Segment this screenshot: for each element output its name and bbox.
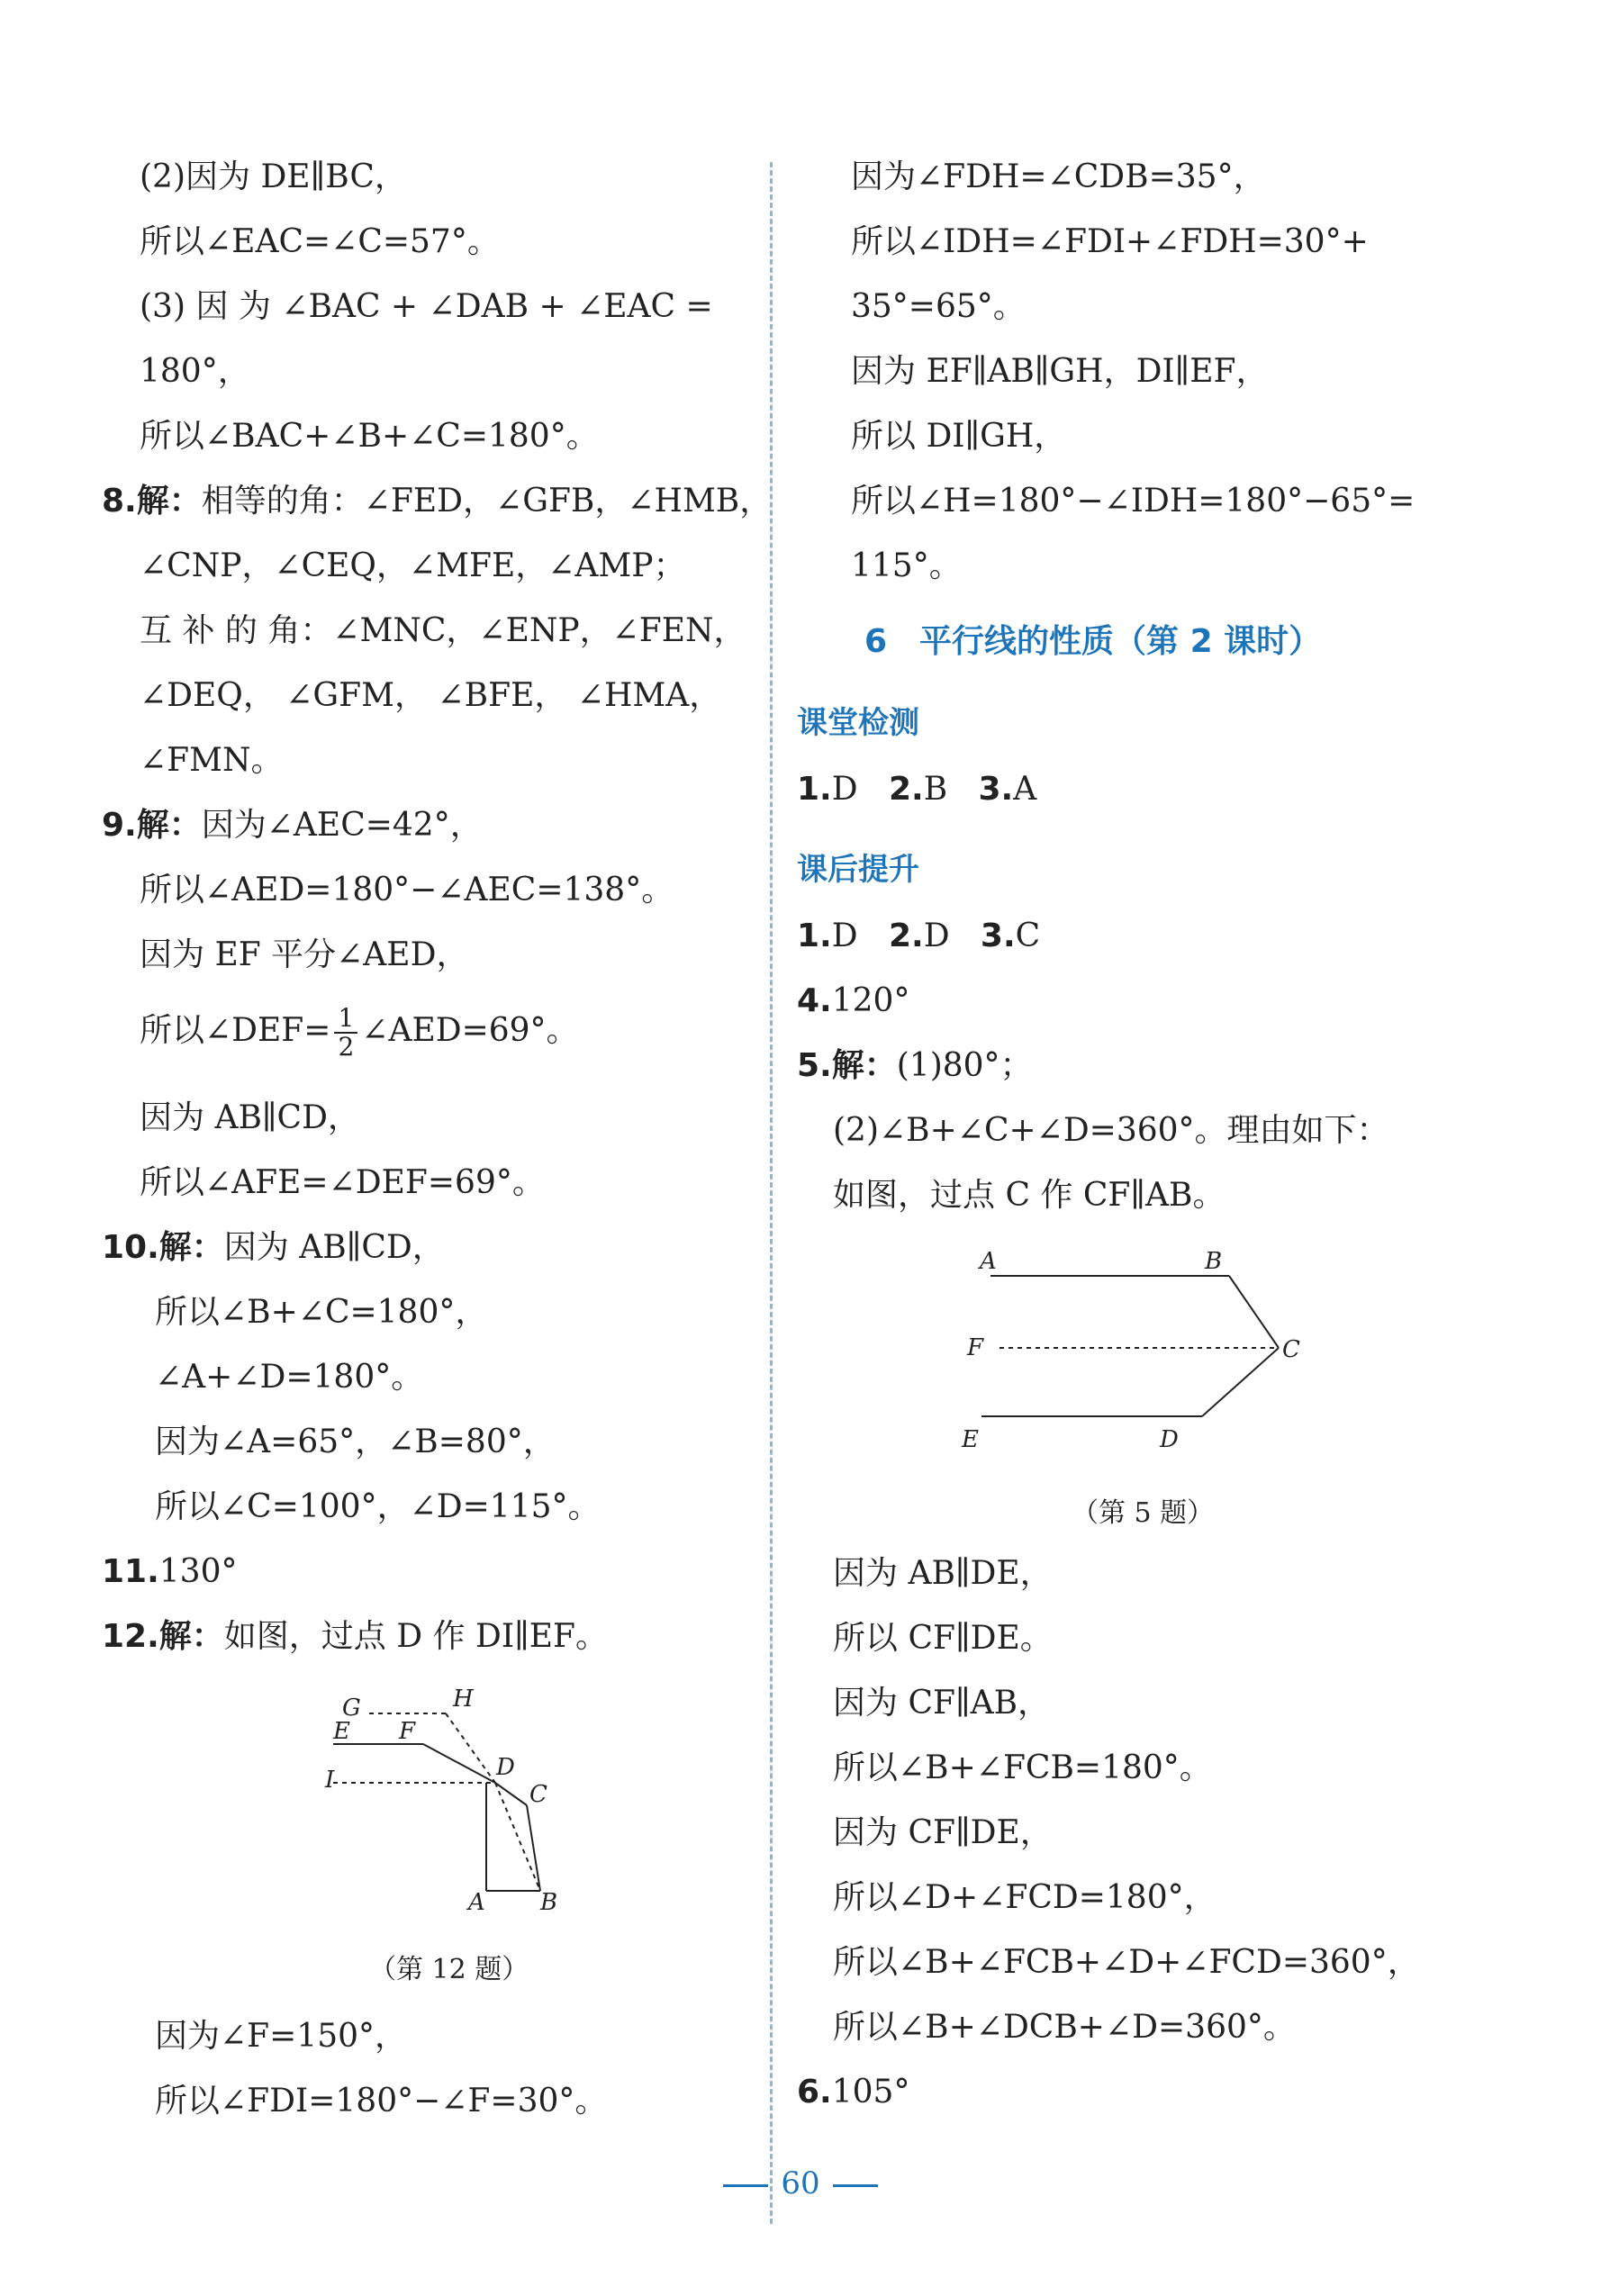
line-HD [446, 1713, 495, 1783]
right-line: 所以∠D+∠FCD=180°， [833, 1879, 1217, 1916]
label-H: H [453, 1686, 474, 1713]
right-line: 所以∠IDH=∠FDI+∠FDH=30°+ [851, 223, 1369, 260]
right-line: 因为 AB∥DE， [833, 1555, 1053, 1592]
label-A: A [468, 1889, 485, 1916]
left-line: 所以∠B+∠C=180°， [155, 1294, 488, 1331]
left-line: 因为 EF 平分∠AED， [140, 936, 469, 973]
question-8 [102, 482, 772, 521]
right-line: 所以∠B+∠DCB+∠D=360°。 [833, 2009, 1296, 2046]
solution-label: 解： [158, 1229, 224, 1266]
left-line: 因为∠AEC=42°， [201, 807, 483, 844]
section-title: 6 平行线的性质（第 2 课时） [864, 623, 1322, 660]
answer-5: 5.解：(1)80°； [797, 1047, 1033, 1084]
left-line: ∠CNP，∠CEQ，∠MFE，∠AMP； [140, 547, 686, 584]
subheading-classroom-check: 课堂检测 [797, 705, 919, 741]
answers-row-1: 1.D 2.B 3.A [797, 771, 1037, 808]
question-number: 8. [102, 483, 137, 520]
line-CB [527, 1805, 540, 1891]
column-divider [770, 162, 773, 2224]
left-line: 所以∠EAC=∠C=57°。 [140, 223, 500, 260]
question-11 [102, 1552, 238, 1592]
left-line: ∠DEQ， ∠GFM， ∠BFE， ∠HMA， [140, 677, 722, 714]
label-I: I [325, 1767, 335, 1794]
left-line: 所以∠FDI=180°−∠F=30°。 [155, 2083, 608, 2120]
right-line: 因为 CF∥DE， [833, 1814, 1053, 1851]
right-line: 35°=65°。 [851, 288, 1026, 325]
label-E: E [333, 1718, 350, 1745]
left-line: ∠FMN。 [140, 742, 284, 779]
question-number: 11. [102, 1553, 159, 1590]
label-C: C [1282, 1336, 1300, 1363]
left-line: 130° [158, 1553, 238, 1590]
solution-label: 解： [158, 1618, 224, 1655]
left-line: ∠AED=69°。 [361, 1012, 579, 1049]
figure-5-caption: （第 5 题） [1072, 1497, 1215, 1529]
label-E: E [962, 1426, 979, 1453]
right-line: 因为∠FDH=∠CDB=35°， [851, 158, 1266, 195]
answer-6: 6.105° [797, 2074, 910, 2111]
question-number: 9. [102, 807, 137, 844]
line-FD [423, 1744, 495, 1783]
left-line: 相等的角：∠FED，∠GFB，∠HMB， [201, 483, 773, 520]
label-D: D [1160, 1426, 1179, 1453]
right-line: 所以 DI∥GH， [851, 418, 1067, 455]
label-B: B [540, 1889, 558, 1916]
solution-label: 解： [136, 483, 202, 520]
right-line: 所以∠B+∠FCB=180°。 [833, 1749, 1212, 1786]
label-G: G [342, 1695, 361, 1722]
left-line: (2)因为 DE∥BC， [140, 158, 407, 195]
right-line: 如图，过点 C 作 CF∥AB。 [833, 1177, 1226, 1214]
answers-row-2: 1.D 2.D 3.C [797, 917, 1041, 954]
right-line: 因为 CF∥AB， [833, 1685, 1051, 1722]
left-line: 互 补 的 角：∠MNC，∠ENP，∠FEN， [140, 612, 746, 649]
question-number: 10. [102, 1229, 159, 1266]
solution-label: 解： [136, 807, 202, 844]
right-line: 所以∠H=180°−∠IDH=180°−65°= [851, 483, 1416, 520]
right-line: 115°。 [851, 547, 962, 584]
right-line: 因为 EF∥AB∥GH，DI∥EF， [851, 353, 1269, 390]
left-line: 所以∠AFE=∠DEF=69°。 [140, 1164, 545, 1201]
figure-12-caption: （第 12 题） [369, 1954, 529, 1985]
question-number: 12. [102, 1618, 159, 1655]
label-B: B [1205, 1248, 1223, 1275]
right-line: 所以∠B+∠FCB+∠D+∠FCD=360°， [833, 1944, 1420, 1981]
line-BC [1229, 1276, 1279, 1348]
left-line: 所以∠AED=180°−∠AEC=138°。 [140, 872, 674, 908]
question-10 [102, 1228, 445, 1268]
subheading-after-class: 课后提升 [797, 852, 919, 888]
fraction: $\frac{1}{2}$ [334, 1005, 357, 1061]
left-line: 因为∠A=65°，∠B=80°， [155, 1424, 556, 1460]
left-line: 因为 AB∥CD， [140, 1099, 360, 1136]
right-line: (2)∠B+∠C+∠D=360°。理由如下： [833, 1112, 1389, 1149]
right-line: 所以 CF∥DE。 [833, 1620, 1053, 1657]
left-line: ∠A+∠D=180°。 [155, 1359, 424, 1396]
label-A: A [980, 1248, 997, 1275]
label-F: F [399, 1718, 416, 1745]
left-line: 因为 AB∥CD， [223, 1229, 445, 1266]
left-line: (3) 因 为 ∠BAC + ∠DAB + ∠EAC = [140, 288, 713, 325]
answer-4: 4.120° [797, 982, 910, 1019]
left-line: 所以∠DEF= [140, 1012, 331, 1049]
left-line: 所以∠BAC+∠B+∠C=180°。 [140, 418, 599, 455]
left-line: 如图，过点 D 作 DI∥EF。 [223, 1618, 608, 1655]
left-line: 所以∠C=100°，∠D=115°。 [155, 1488, 601, 1525]
left-line: 180°， [140, 353, 250, 390]
question-9 [102, 806, 483, 845]
line-CD [1202, 1348, 1279, 1416]
label-D: D [496, 1754, 515, 1781]
figure-12 [320, 1679, 608, 1922]
label-F: F [967, 1334, 984, 1361]
left-line: 因为∠F=150°， [155, 2018, 408, 2055]
question-12 [102, 1617, 608, 1657]
page-number: 60 [0, 2165, 1601, 2201]
left-line-fraction [140, 1005, 579, 1061]
label-C: C [529, 1781, 547, 1808]
figure-5 [954, 1238, 1315, 1472]
